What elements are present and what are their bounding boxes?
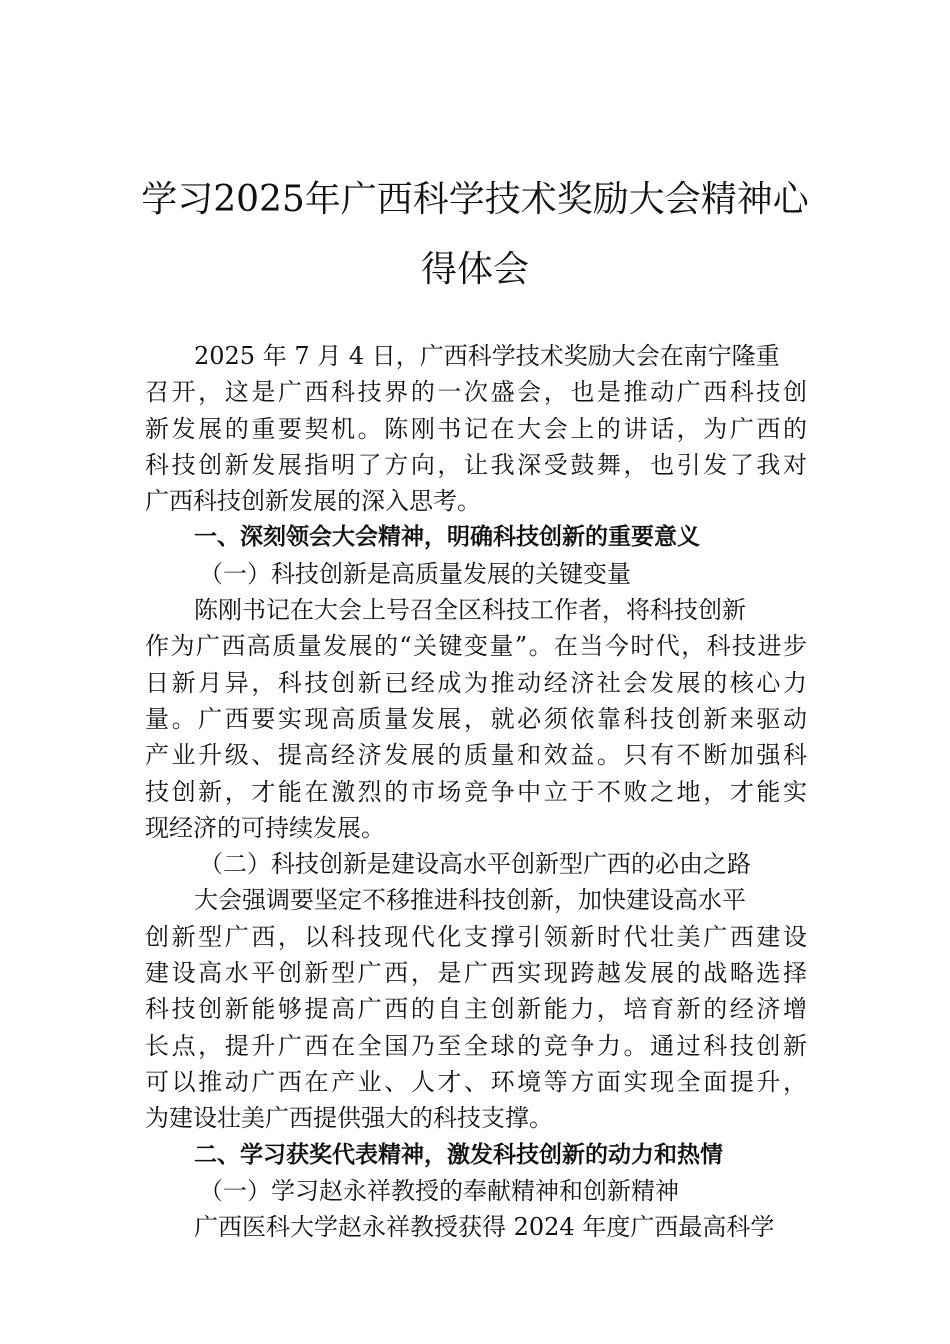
paragraph-line: 召开，这是广西科技界的一次盛会，也是推动广西科技创 — [145, 378, 807, 407]
document-body — [145, 338, 807, 1245]
paragraph-line: 广西科技创新发展的深入思考。 — [145, 487, 481, 516]
paragraph-line: 作为广西高质量发展的“关键变量”。在当今时代，科技进步 — [145, 632, 807, 661]
section-heading-1: 一、深刻领会大会精神，明确科技创新的重要意义 — [194, 524, 700, 551]
paragraph-line: 2025 年 7 月 4 日，广西科学技术奖励大会在南宁隆重 — [194, 342, 780, 370]
paragraph-line: 为建设壮美广西提供强大的科技支撑。 — [145, 1104, 553, 1133]
subsection-heading-1-1: （一）科技创新是高质量发展的关键变量 — [199, 559, 631, 588]
paragraph-line: 技创新，才能在激烈的市场竞争中立于不败之地，才能实 — [145, 777, 807, 806]
paragraph-line: 广西医科大学赵永祥教授获得 2024 年度广西最高科学 — [194, 1213, 775, 1242]
paragraph-line: 科技创新能够提高广西的自主创新能力，培育新的经济增 — [145, 995, 807, 1024]
section-heading-2: 二、学习获奖代表精神，激发科技创新的动力和热情 — [194, 1141, 723, 1168]
paragraph-line: 创新型广西，以科技现代化支撑引领新时代壮美广西建设 — [145, 922, 807, 951]
subsection-heading-1-2: （二）科技创新是建设高水平创新型广西的必由之路 — [199, 850, 751, 879]
paragraph-line: 大会强调要坚定不移推进科技创新，加快建设高水平 — [194, 886, 746, 915]
document-title-line-1: 学习2025年广西科学技术奖励大会精神心 — [141, 179, 809, 220]
paragraph-line: 建设高水平创新型广西，是广西实现跨越发展的战略选择 — [145, 959, 807, 988]
paragraph-line: 产业升级、提高经济发展的质量和效益。只有不断加强科 — [145, 741, 807, 770]
paragraph-line: 日新月异，科技创新已经成为推动经济社会发展的核心力 — [145, 668, 807, 697]
paragraph-line: 长点，提升广西在全国乃至全球的竞争力。通过科技创新 — [145, 1031, 807, 1060]
paragraph-line: 可以推动广西在产业、人才、环境等方面实现全面提升， — [145, 1067, 807, 1096]
paragraph-line: 量。广西要实现高质量发展，就必须依靠科技创新来驱动 — [145, 704, 807, 733]
paragraph-line: 现经济的可持续发展。 — [145, 813, 385, 842]
paragraph-line: 陈刚书记在大会上号召全区科技工作者，将科技创新 — [194, 596, 746, 625]
subsection-heading-2-1: （一）学习赵永祥教授的奉献精神和创新精神 — [199, 1176, 679, 1205]
paragraph-line: 新发展的重要契机。陈刚书记在大会上的讲话，为广西的 — [145, 414, 807, 443]
document-title-line-2: 得体会 — [420, 249, 529, 290]
paragraph-line: 科技创新发展指明了方向，让我深受鼓舞，也引发了我对 — [145, 450, 807, 479]
